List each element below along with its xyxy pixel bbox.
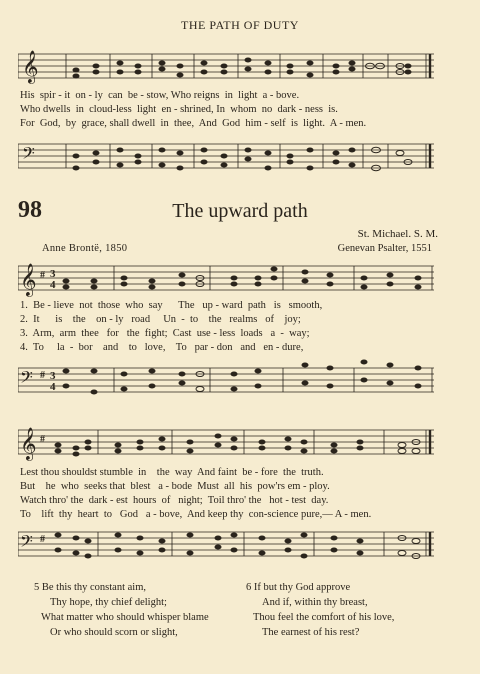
top-lyric-line-2: Who dwells in cloud-less light en - shrined, In whom no dark - ness is. <box>20 104 338 115</box>
s1-lyric-verse-3: 3. Arm, arm thee for the fight; Cast use - less loads a - way; <box>20 328 310 339</box>
svg-text:4: 4 <box>50 381 56 393</box>
svg-text:#: # <box>40 434 45 445</box>
tune-name: St. Michael. S. M. <box>357 228 438 240</box>
verse-6-line-1: If but thy God approve <box>253 582 351 593</box>
system1-bass-staff <box>18 356 434 398</box>
svg-text:3: 3 <box>50 268 56 280</box>
verse-5-line-4: Or who should scorn or slight, <box>50 627 178 638</box>
s2-lyric-verse-4: To lift thy heart to God a - bove, And keep thy con-science pure,— A - men. <box>20 509 372 520</box>
top-lyric-line-1: His spir - it on - ly can be - stow, Who reigns in light a - bove. <box>20 90 300 101</box>
verse-6 <box>246 580 394 640</box>
verse-5-number: 5 <box>34 582 40 593</box>
svg-text:𝄢: 𝄢 <box>22 145 35 167</box>
top-lyric-line-3: For God, by grace, shall dwell in thee, And God him - self is light. A - men. <box>20 118 367 129</box>
verse-6-line-4: The earnest of his rest? <box>262 627 360 638</box>
svg-text:#: # <box>40 270 45 281</box>
s1-lyric-verse-1: 1. Be - lieve not those who say The up - ward path is smooth, <box>20 300 323 311</box>
svg-text:#: # <box>40 370 45 381</box>
s1-lyric-verse-4: 4. To la - bor and to love, To par - don and en - dure, <box>20 342 304 353</box>
svg-text:𝄞: 𝄞 <box>20 265 37 296</box>
verse-6-line-3: Thou feel the comfort of his love, <box>253 612 395 623</box>
verse-6-number: 6 <box>246 582 252 593</box>
s1-lyric-verse-2: 2. It is the on - ly road Un - to the realms of joy; <box>20 314 301 325</box>
svg-text:𝄞: 𝄞 <box>22 52 39 83</box>
s2-lyric-verse-2: But he who seeks that blest a - bode Must all his pow'rs em - ploy. <box>20 481 330 492</box>
s2-lyric-verse-3: Watch thro' the dark - est hours of night; Toil thro' the hot - test day. <box>20 495 329 506</box>
top-bass-staff <box>18 136 434 178</box>
verse-6-line-2: And if, within thy breast, <box>262 597 368 608</box>
svg-text:3: 3 <box>50 370 56 382</box>
svg-text:#: # <box>40 534 45 545</box>
svg-text:𝄞: 𝄞 <box>20 429 37 460</box>
hymn-title: The upward path <box>172 200 308 222</box>
verse-5-line-3: What matter who should whisper blame <box>41 612 209 623</box>
running-head: THE PATH OF DUTY <box>181 18 299 32</box>
system1-treble-staff <box>18 256 434 298</box>
verse-5 <box>34 580 209 640</box>
tune-source: Genevan Psalter, 1551 <box>337 243 432 254</box>
verse-5-line-1: Be this thy constant aim, <box>41 582 146 593</box>
hymn-author: Anne Brontë, 1850 <box>42 243 128 254</box>
s2-lyric-verse-1: Lest thou shouldst stumble in the way And faint be - fore the truth. <box>20 467 324 478</box>
svg-text:𝄢: 𝄢 <box>20 533 33 555</box>
verse-5-line-2: Thy hope, thy chief delight; <box>50 597 167 608</box>
svg-text:𝄢: 𝄢 <box>20 369 33 391</box>
svg-text:4: 4 <box>50 279 56 291</box>
top-treble-staff <box>18 48 434 88</box>
system2-bass-staff <box>18 522 434 564</box>
hymn-number: 98 <box>18 197 42 223</box>
system2-treble-staff <box>18 420 434 464</box>
